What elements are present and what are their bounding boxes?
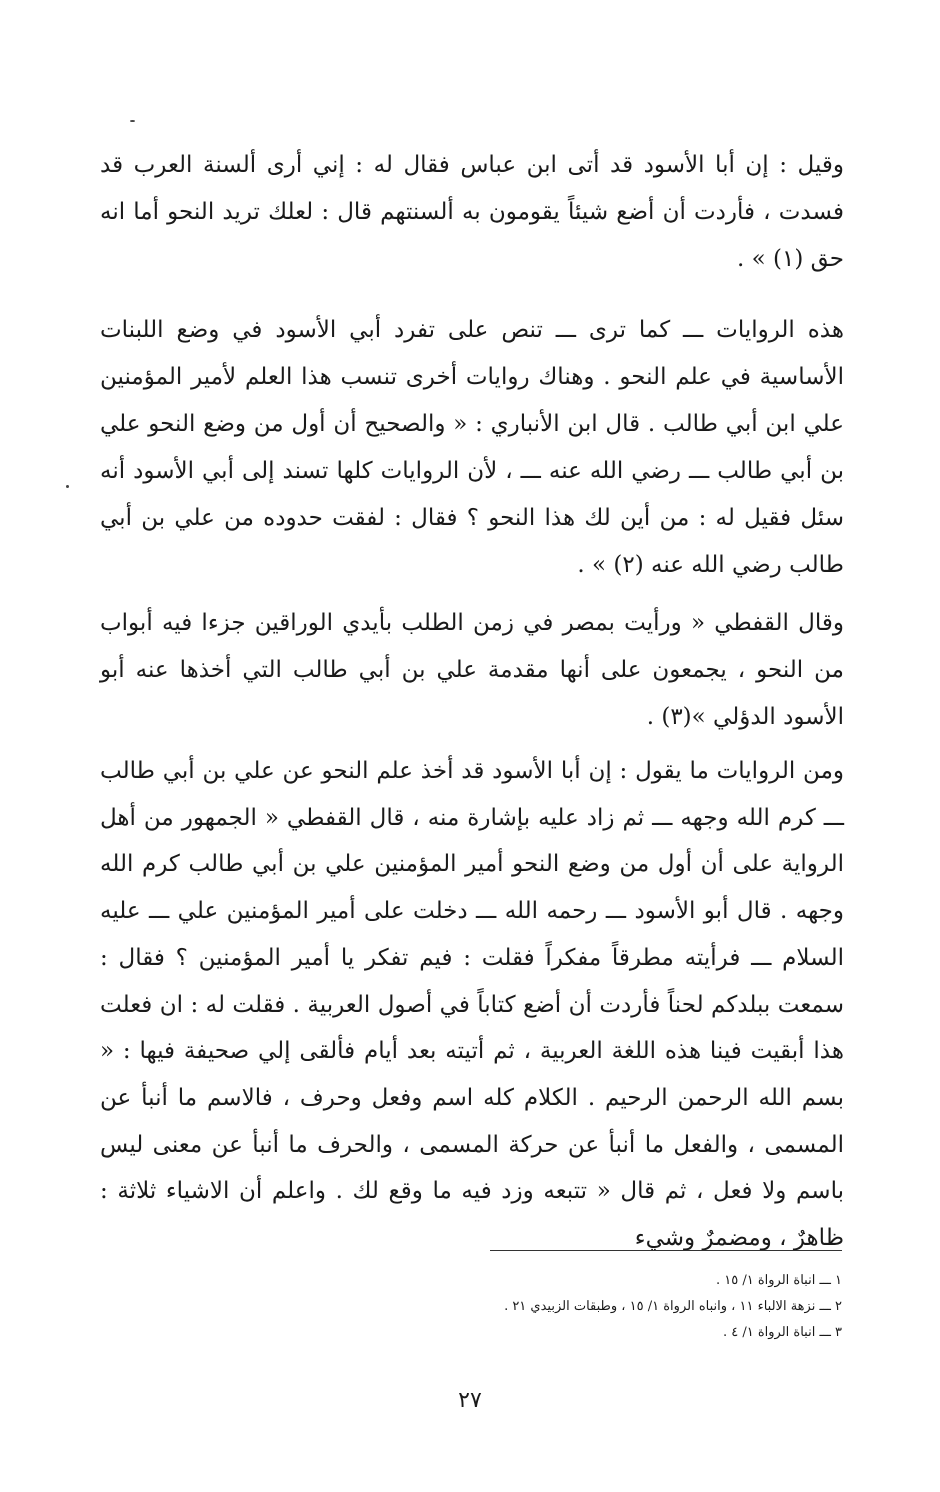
scan-speck (66, 485, 69, 488)
footnotes-list (300, 1268, 842, 1346)
footnote-3: ٣ ـــ انباة الرواة ١/ ٤ . (722, 1325, 842, 1340)
footnote-2: ٢ ـــ نزهة الالباء ١١ ، وانباه الرواة ١/ ١٥ ، وطبقات الزبيدي ٢١ . (504, 1299, 842, 1314)
paragraph-riwayat: هذه الروايات ـــ كما ترى ـــ تنص على تفرد أبي الأسود في وضع اللبنات الأساسية في علم النحو . وهناك روايات أخرى تنسب هذا العلم لأمير المؤمنين علي ابن أبي طالب . قال ابن الأنباري : « والصحيح أن أول من وضع النحو علي بن أبي طالب ـــ رضي الله عنه ـــ ، لأن الروايات كلها تسند إلى أبي الأسود أنه سئل فقيل له : من أين لك هذا النحو ؟ فقال : لفقت حدوده من علي بن أبي طالب رضي الله عنه (٢) » . (100, 317, 844, 578)
paragraph-ali-ibn-abi-talib: ومن الروايات ما يقول : إن أبا الأسود قد أخذ علم النحو عن علي بن أبي طالب ـــ كرم الله وجهه ـــ ثم زاد عليه بإشارة منه ، قال القفطي « الجمهور من أهل الرواية على أن أول من وضع النحو أمير المؤمنين علي بن أبي طالب كرم الله وجهه . قال أبو الأسود ـــ رحمه الله ـــ دخلت على أمير المؤمنين علي ـــ عليه السلام ـــ فرأيته مطرقاً مفكراً فقلت : فيم تفكر يا أمير المؤمنين ؟ فقال : سمعت ببلدكم لحناً فأردت أن أضع كتاباً في أصول العربية . فقلت له : ان فعلت هذا أبقيت فينا هذه اللغة العربية ، ثم أتيته بعد أيام فألقى إلي صحيفة فيها : « بسم الله الرحمن الرحيم . الكلام كله اسم وفعل وحرف ، فالاسم ما أنبأ عن المسمى ، والفعل ما أنبأ عن حركة المسمى ، والحرف ما أنبأ عن معنى ليس باسم ولا فعل ، ثم قال « تتبعه وزد فيه ما وقع لك . واعلم أن الاشياء ثلاثة : ظاهرٌ ، ومضمرٌ وشيء (100, 758, 845, 1252)
paragraph-qifti: وقال القفطي « ورأيت بمصر في زمن الطلب بأيدي الوراقين جزءا فيه أبواب من النحو ، يجمعون على أنها مقدمة علي بن أبي طالب التي أخذها عنه أبو الأسود الدؤلي »(٣) . (100, 610, 844, 730)
scan-speck (130, 120, 135, 122)
page-number: ٢٧ (458, 1388, 482, 1413)
footnote-separator (490, 1250, 842, 1251)
paragraph-ibn-abbas: وقيل : إن أبا الأسود قد أتى ابن عباس فقال له : إني أرى ألسنة العرب قد فسدت ، فأردت أن أضع شيئاً يقومون به ألسنتهم قال : لعلك تريد النحو أما انه حق (١) » . (100, 152, 844, 272)
footnote-1: ١ ـــ انباة الرواة ١/ ١٥ . (715, 1273, 842, 1288)
